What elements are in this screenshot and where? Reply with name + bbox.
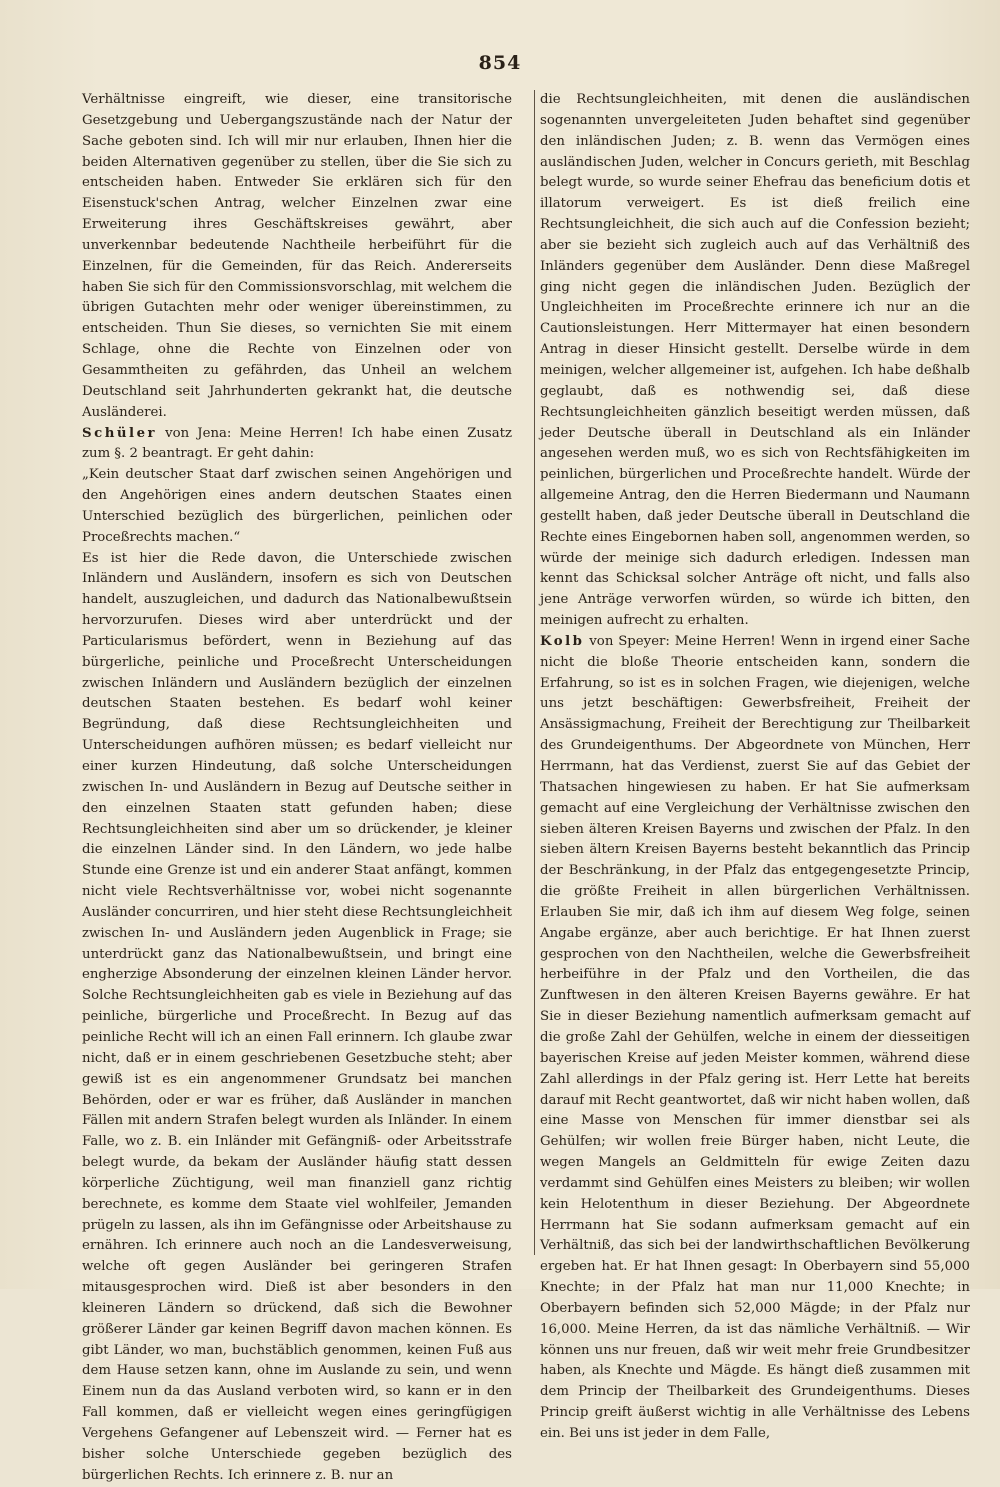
speaker-name: Schüler [82, 425, 158, 441]
speech-paragraph [540, 632, 970, 1445]
paragraph: Verhältnisse eingreift, wie dieser, eine transitorische Gesetzgebung und Uebergangszustände nach der Natur der Sache geboten sind. Ich will mir nur erlauben, Ihnen hier die beiden Alternativen gegenüber zu stellen, über die Sie sich zu entscheiden haben. Entweder Sie erklären sich für den Eisenstuck'schen Antrag, welcher Einzelnen zwar eine Erweiterung ihres Geschäftskreises gewährt, aber unverkennbar bedeutende Nachtheile herbeiführt für die Einzelnen, für die Gemeinden, für das Reich. Andererseits haben Sie sich für den Commissionsvorschlag, mit welchem die übrigen Gutachten mehr oder weniger übereinstimmen, zu entscheiden. Thun Sie dieses, so vernichten Sie mit einem Schlage, ohne die Rechte von Einzelnen oder von Gesammtheiten zu gefährden, das Unheil an welchem Deutschland seit Jahrhunderten gekrankt hat, die deutsche Ausländerei. [82, 92, 512, 420]
paragraph: die Rechtsungleichheiten, mit denen die ausländischen sogenannten unvergeleiteten Juden behaftet sind gegenüber den inländischen Juden; z. B. wenn das Vermögen eines ausländischen Juden, welcher in Concurs gerieth, mit Beschlag belegt wurde, so wurde seiner Ehefrau das beneficium dotis et illatorum verweigert. Es ist dieß freilich eine Rechtsungleichheit, die sich auch auf die Confession bezieht; aber sie bezieht sich zugleich auch auf das Verhältniß des Inländers gegenüber dem Ausländer. Denn diese Maßregel ging nicht gegen die inländischen Juden. Bezüglich der Ungleichheiten im Proceßrechte erinnere ich nur an die Cautionsleistungen. Herr Mittermayer hat einen besondern Antrag in dieser Hinsicht gestellt. Derselbe würde in dem meinigen, welcher allgemeiner ist, aufgehen. Ich habe deßhalb geglaubt, daß es nothwendig sei, daß diese Rechtsungleichheiten gänzlich beseitigt werden müssen, daß jeder Deutsche überall in Deutschland als ein Inländer angesehen werden muß, wo es sich von Rechtsfähigkeiten im peinlichen, bürgerlichen und Proceßrechte handelt. Würde der allgemeine Antrag, den die Herren Biedermann und Naumann gestellt haben, daß jeder Deutsche überall in Deutschland die Rechte eines Eingebornen haben soll, angenommen werden, so würde der meinige sich dadurch erledigen. Indessen man kennt das Schicksal solcher Anträge oft nicht, und falls also jene Anträge verworfen würden, so würde ich bitten, den meinigen aufrecht zu erhalten. [540, 92, 970, 629]
right-column [540, 90, 970, 1441]
speech-text: von Jena: Meine Herren! Ich habe einen Zusatz zum §. 2 beantragt. Er geht dahin: [82, 425, 512, 462]
paragraph: Es ist hier die Rede davon, die Unterschiede zwischen Inländern und Ausländern, insofern es sich von Deutschen handelt, auszugleichen, und dadurch das Nationalbewußtsein hervorzurufen. Dieses wird aber unterdrückt und der Particularismus befördert, wenn in Beziehung auf das bürgerliche, peinliche und Proceßrecht Unterscheidungen zwischen Inländern und Ausländern bezüglich der einzelnen deutschen Staaten bestehen. Es bedarf wohl keiner Begründung, daß diese Rechtsungleichheiten und Unterscheidungen aufhören müssen; es bedarf vielleicht nur einer kurzen Hindeutung, daß solche Unterscheidungen zwischen In- und Ausländern in Bezug auf Deutsche seither in den einzelnen Staaten statt gefunden haben; diese Rechtsungleichheiten sind aber um so drückender, je kleiner die einzelnen Länder sind. In den Ländern, wo jede halbe Stunde eine Grenze ist und ein anderer Staat anfängt, kommen nicht viele Rechtsverhältnisse vor, wobei nicht sogenannte Ausländer concurriren, und hier steht diese Rechtsungleichheit zwischen In- und Ausländern jeden Augenblick in Frage; sie unterdrückt ganz das Nationalbewußtsein, und bringt eine engherzige Absonderung der einzelnen kleinen Länder hervor. Solche Rechtsungleichheiten gab es viele in Beziehung auf das peinliche, bürgerliche und Proceßrecht. In Bezug auf das peinliche Recht will ich an einen Fall erinnern. Ich glaube zwar nicht, daß er in einem geschriebenen Gesetzbuche steht; aber gewiß ist es ein angenommener Grundsatz bei manchen Behörden, oder er war es früher, daß Ausländer in manchen Fällen mit andern Strafen belegt wurden als Inländer. In einem Falle, wo z. B. ein Inländer mit Gefängniß- oder Arbeitsstrafe belegt wurde, da bekam der Ausländer häufig statt dessen körperliche Züchtigung, weil man finanziell ganz richtig berechnete, es komme dem Staate viel wohlfeiler, Jemanden prügeln zu lassen, als ihn im Gefängnisse oder Arbeitshause zu ernähren. Ich erinnere auch noch an die Landesverweisung, welche oft gegen Ausländer bei geringeren Strafen mitausgesprochen wird. Dieß ist aber besonders in den kleineren Ländern so drückend, daß sich die Bewohner größerer Länder gar keinen Begriff davon machen können. Es gibt Länder, wo man, buchstäblich genommen, keinen Fuß aus dem Hause setzen kann, ohne im Auslande zu sein, und wenn Einem nun da das Ausland verboten wird, so kann er in den Fall kommen, daß er vielleicht wegen eines geringfügigen Vergehens Gefangener auf Lebenszeit wird. — Ferner hat es bisher solche Unterschiede gegeben bezüglich des bürgerlichen Rechts. Ich erinnere z. B. nur an [82, 550, 512, 1483]
left-column [82, 90, 512, 1483]
speech-paragraph [82, 424, 512, 466]
quoted-amendment: „Kein deutscher Staat darf zwischen seinen Angehörigen und den Angehörigen eines andern deutschen Staates einen Unterschied bezüglich des bürgerlichen, peinlichen oder Proceßrechts machen.“ [82, 467, 512, 545]
speaker-name: Kolb [540, 633, 585, 649]
text-columns [82, 90, 970, 1483]
speech-text: von Speyer: Meine Herren! Wenn in irgend einer Sache nicht die bloße Theorie entscheiden kann, sondern die Erfahrung, so ist es in solchen Fragen, wie diejenigen, welche uns jetzt beschäftigen: Gewerbsfreiheit, Freiheit der Ansässigmachung, Freiheit der Berechtigung zur Theilbarkeit des Grundeigenthums. Der Abgeordnete von München, Herr Herrmann, hat das Verdienst, zuerst Sie auf das Gebiet der Thatsachen hingewiesen zu haben. Er hat Sie aufmerksam gemacht auf eine Vergleichung der Verhältnisse zwischen den sieben älteren Kreisen Bayerns und zwischen der Pfalz. In den sieben ältern Kreisen Bayerns besteht bekanntlich das Princip der Beschränkung, in der Pfalz das entgegengesetzte Princip, die größte Freiheit in allen bürgerlichen Verhältnissen. Erlauben Sie mir, daß ich ihm auf diesem Weg folge, seinen Angabe ergänze, aber auch berichtige. Er hat Ihnen zuerst gesprochen von den Nachtheilen, welche die Gewerbsfreiheit herbeiführe in der Pfalz und den Vortheilen, die das Zunftwesen in den älteren Kreisen Bayerns gewähre. Er hat Sie in dieser Beziehung namentlich aufmerksam gemacht auf die große Zahl der Gehülfen, welche in einem der diesseitigen bayerischen Kreise auf jeden Meister kommen, während diese Zahl allerdings in der Pfalz gering ist. Herr Lette hat bereits darauf mit Recht geantwortet, daß wir nicht haben wollen, daß eine Masse von Menschen für immer dienstbar sei als Gehülfen; wir wollen freie Bürger haben, nicht Leute, die wegen Mangels an Geldmitteln für ewige Zeiten dazu verdammt sind Gehülfen eines Meisters zu bleiben; wir wollen kein Helotenthum in dieser Beziehung. Der Abgeordnete Herrmann hat Sie sodann aufmerksam gemacht auf ein Verhältniß, das sich bei der landwirthschaftlichen Bevölkerung ergeben hat. Er hat Ihnen gesagt: In Oberbayern sind 55,000 Knechte; in der Pfalz hat man nur 11,000 Knechte; in Oberbayern befinden sich 52,000 Mägde; in der Pfalz nur 16,000. Meine Herren, da ist das nämliche Verhältniß. — Wir können uns nur freuen, daß wir weit mehr freie Grundbesitzer haben, als Knechte und Mägde. Es hängt dieß zusammen mit dem Princip der Theilbarkeit des Grundeigenthums. Dieses Princip greift äußerst wichtig in alle Verhältnisse des Lebens ein. Bei uns ist jeder in dem Falle, [540, 633, 970, 1441]
page-number: 854 [478, 52, 522, 74]
